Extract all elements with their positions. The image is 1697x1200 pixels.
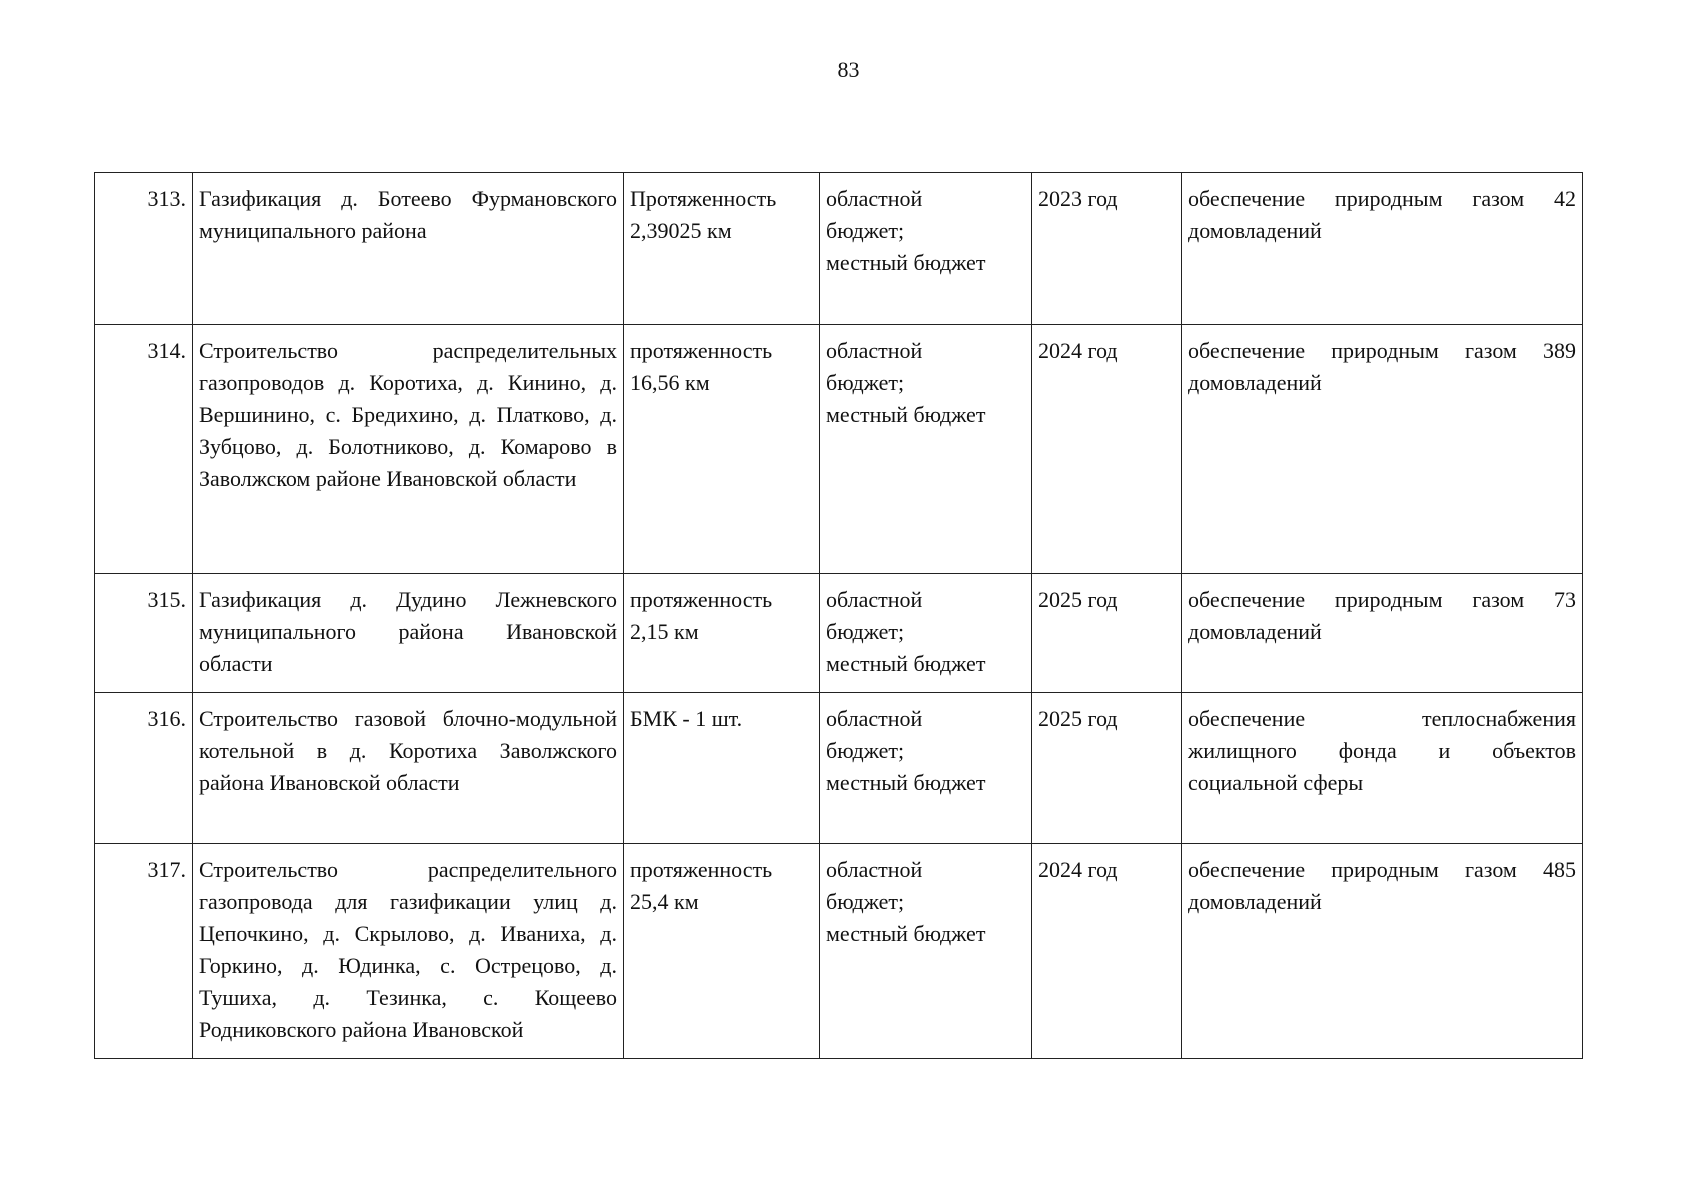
funding-line: бюджет; xyxy=(826,889,905,914)
completion-year: 2024 год xyxy=(1032,844,1182,1059)
completion-year: 2025 год xyxy=(1032,574,1182,693)
funding-source xyxy=(820,574,1032,693)
funding-line: местный бюджет xyxy=(826,770,986,795)
project-extent: протяженность 2,15 км xyxy=(624,574,820,693)
gasification-table xyxy=(94,172,1583,1059)
project-extent: Протяженность 2,39025 км xyxy=(624,173,820,325)
page-number: 83 xyxy=(837,57,860,82)
funding-line: бюджет; xyxy=(826,738,905,763)
row-number: 316. xyxy=(95,693,193,844)
table-row xyxy=(95,325,1583,574)
expected-result: обеспечение природным газом 73 домовладений xyxy=(1182,574,1583,693)
completion-year: 2025 год xyxy=(1032,693,1182,844)
funding-line: местный бюджет xyxy=(826,402,986,427)
table-row xyxy=(95,844,1583,1059)
funding-line: местный бюджет xyxy=(826,250,986,275)
project-extent: БМК - 1 шт. xyxy=(624,693,820,844)
funding-line: областной xyxy=(826,338,923,363)
row-number: 314. xyxy=(95,325,193,574)
row-number: 317. xyxy=(95,844,193,1059)
expected-result: обеспечение природным газом 42 домовладений xyxy=(1182,173,1583,325)
expected-result: обеспечение природным газом 485 домовладений xyxy=(1182,844,1583,1059)
expected-result: обеспечение природным газом 389 домовладений xyxy=(1182,325,1583,574)
funding-source xyxy=(820,844,1032,1059)
funding-line: областной xyxy=(826,706,923,731)
funding-line: областной xyxy=(826,587,923,612)
completion-year: 2024 год xyxy=(1032,325,1182,574)
funding-source xyxy=(820,325,1032,574)
expected-result: обеспечение теплоснабжения жилищного фонда и объектов социальной сферы xyxy=(1182,693,1583,844)
funding-source xyxy=(820,693,1032,844)
funding-line: бюджет; xyxy=(826,370,905,395)
project-name: Строительство газовой блочно-модульной котельной в д. Коротиха Заволжского района Ивановской области xyxy=(193,693,624,844)
table-row xyxy=(95,173,1583,325)
table-row xyxy=(95,574,1583,693)
project-name: Газификация д. Ботеево Фурмановского муниципального района xyxy=(193,173,624,325)
project-name: Строительство распределительного газопровода для газификации улиц д. Цепочкино, д. Скрылово, д. Иваниха, д. Горкино, д. Юдинка, с. Острецово, д. Тушиха, д. Тезинка, с. Кощеево Родниковского района Ивановской xyxy=(193,844,624,1059)
project-name: Строительство распределительных газопроводов д. Коротиха, д. Кинино, д. Вершинино, с. Бредихино, д. Платково, д. Зубцово, д. Болотниково, д. Комарово в Заволжском районе Ивановской области xyxy=(193,325,624,574)
project-name: Газификация д. Дудино Лежневского муниципального района Ивановской области xyxy=(193,574,624,693)
completion-year: 2023 год xyxy=(1032,173,1182,325)
funding-line: местный бюджет xyxy=(826,651,986,676)
funding-line: областной xyxy=(826,186,923,211)
funding-source xyxy=(820,173,1032,325)
table-row xyxy=(95,693,1583,844)
funding-line: областной xyxy=(826,857,923,882)
funding-line: бюджет; xyxy=(826,619,905,644)
row-number: 315. xyxy=(95,574,193,693)
funding-line: местный бюджет xyxy=(826,921,986,946)
row-number: 313. xyxy=(95,173,193,325)
project-extent: протяженность 16,56 км xyxy=(624,325,820,574)
project-extent: протяженность 25,4 км xyxy=(624,844,820,1059)
funding-line: бюджет; xyxy=(826,218,905,243)
